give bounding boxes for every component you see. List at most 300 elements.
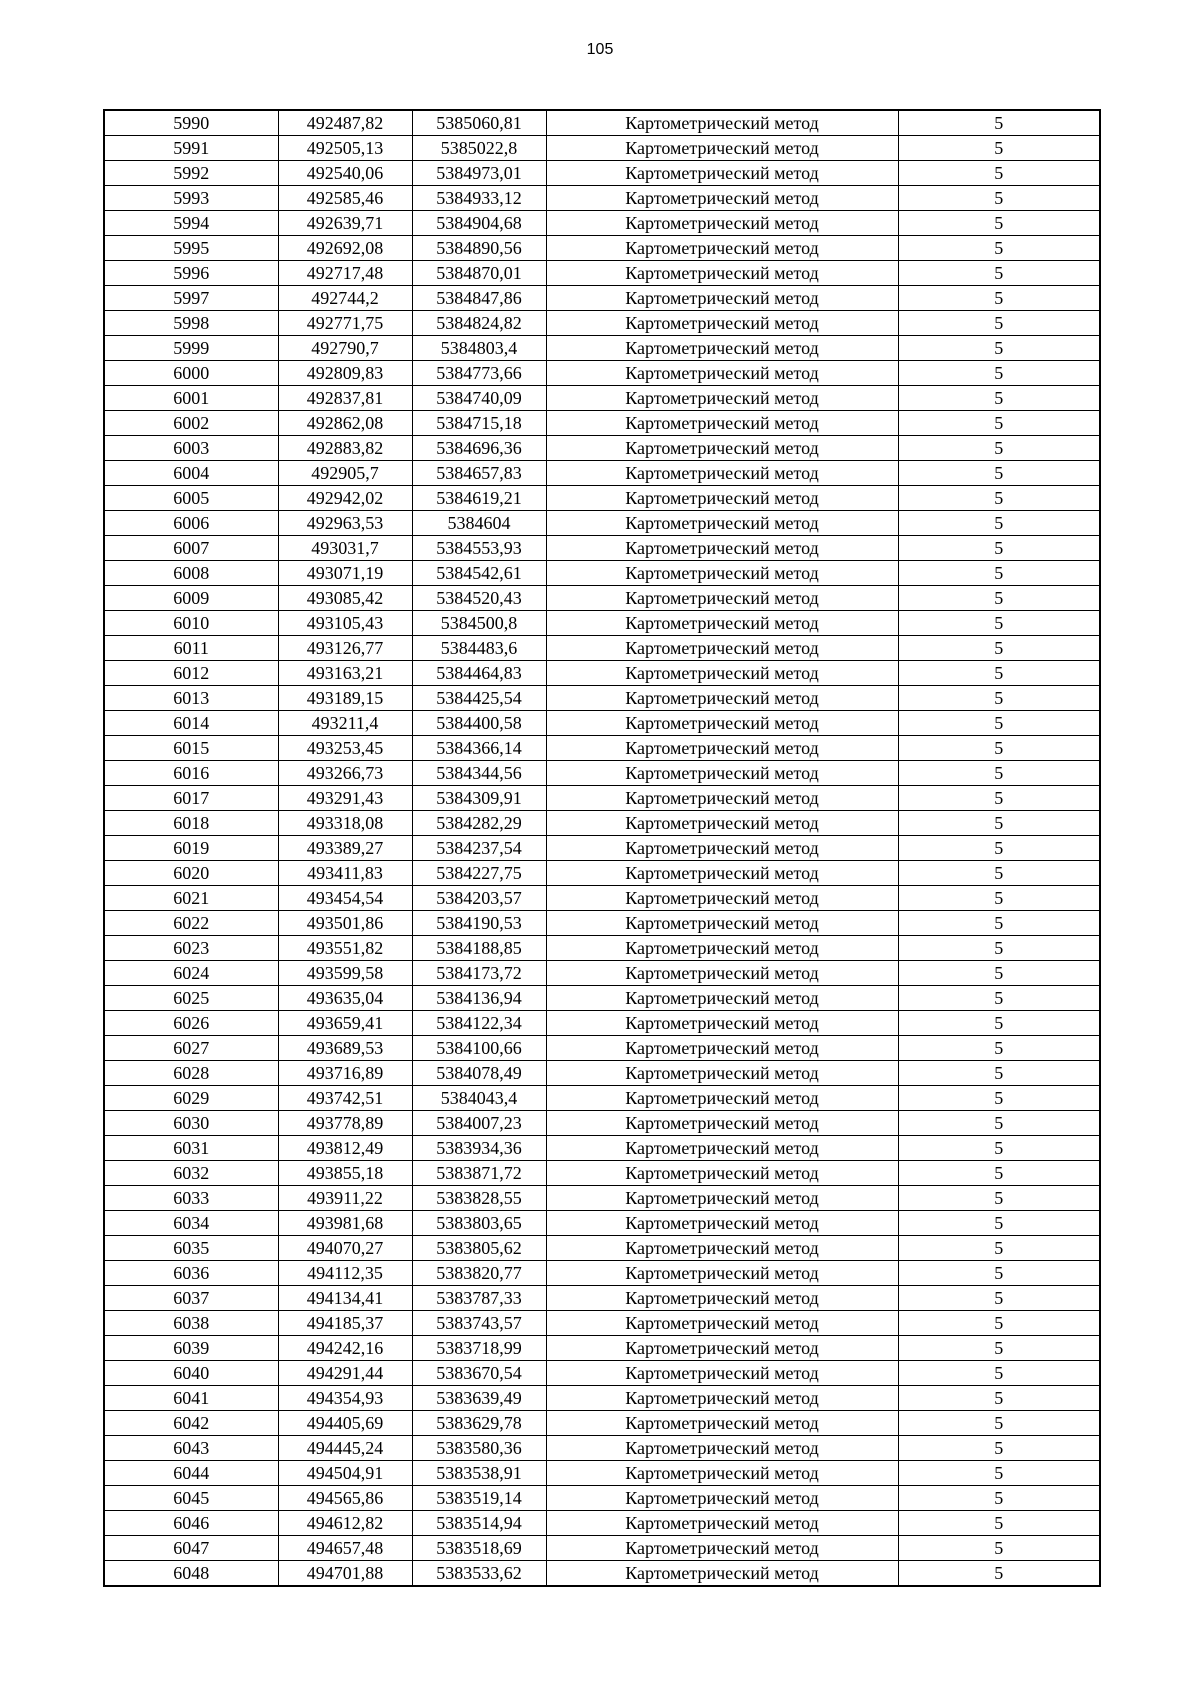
method-cell: Картометрический метод (546, 1011, 898, 1036)
accuracy-cell: 5 (898, 886, 1100, 911)
method-cell: Картометрический метод (546, 936, 898, 961)
point-number-cell: 6005 (104, 486, 278, 511)
x-coordinate-cell: 494504,91 (278, 1461, 412, 1486)
method-cell: Картометрический метод (546, 961, 898, 986)
x-coordinate-cell: 493126,77 (278, 636, 412, 661)
point-number-cell: 6030 (104, 1111, 278, 1136)
point-number-cell: 5994 (104, 211, 278, 236)
method-cell: Картометрический метод (546, 236, 898, 261)
point-number-cell: 5995 (104, 236, 278, 261)
x-coordinate-cell: 492963,53 (278, 511, 412, 536)
accuracy-cell: 5 (898, 1486, 1100, 1511)
table-row (104, 1311, 1100, 1336)
x-coordinate-cell: 492585,46 (278, 186, 412, 211)
table-row (104, 110, 1100, 136)
accuracy-cell: 5 (898, 1461, 1100, 1486)
x-coordinate-cell: 493211,4 (278, 711, 412, 736)
x-coordinate-cell: 492771,75 (278, 311, 412, 336)
table-row (104, 961, 1100, 986)
accuracy-cell: 5 (898, 736, 1100, 761)
table-row (104, 536, 1100, 561)
table-row (104, 261, 1100, 286)
accuracy-cell: 5 (898, 836, 1100, 861)
point-number-cell: 6002 (104, 411, 278, 436)
x-coordinate-cell: 493778,89 (278, 1111, 412, 1136)
method-cell: Картометрический метод (546, 1236, 898, 1261)
y-coordinate-cell: 5384203,57 (412, 886, 546, 911)
accuracy-cell: 5 (898, 636, 1100, 661)
method-cell: Картометрический метод (546, 261, 898, 286)
point-number-cell: 6039 (104, 1336, 278, 1361)
method-cell: Картометрический метод (546, 786, 898, 811)
y-coordinate-cell: 5383871,72 (412, 1161, 546, 1186)
table-row (104, 1461, 1100, 1486)
y-coordinate-cell: 5384973,01 (412, 161, 546, 186)
accuracy-cell: 5 (898, 661, 1100, 686)
table-row (104, 1561, 1100, 1587)
method-cell: Картометрический метод (546, 586, 898, 611)
accuracy-cell: 5 (898, 411, 1100, 436)
x-coordinate-cell: 492942,02 (278, 486, 412, 511)
method-cell: Картометрический метод (546, 1461, 898, 1486)
y-coordinate-cell: 5383514,94 (412, 1511, 546, 1536)
accuracy-cell: 5 (898, 1061, 1100, 1086)
method-cell: Картометрический метод (546, 1136, 898, 1161)
table-row (104, 1111, 1100, 1136)
coordinates-table (103, 109, 1101, 1587)
accuracy-cell: 5 (898, 110, 1100, 136)
point-number-cell: 6008 (104, 561, 278, 586)
method-cell: Картометрический метод (546, 1211, 898, 1236)
point-number-cell: 5998 (104, 311, 278, 336)
point-number-cell: 6011 (104, 636, 278, 661)
table-row (104, 461, 1100, 486)
method-cell: Картометрический метод (546, 886, 898, 911)
x-coordinate-cell: 494291,44 (278, 1361, 412, 1386)
table-row (104, 761, 1100, 786)
x-coordinate-cell: 493189,15 (278, 686, 412, 711)
method-cell: Картометрический метод (546, 986, 898, 1011)
y-coordinate-cell: 5383805,62 (412, 1236, 546, 1261)
y-coordinate-cell: 5383533,62 (412, 1561, 546, 1587)
table-row (104, 861, 1100, 886)
page-number: 105 (586, 41, 614, 58)
x-coordinate-cell: 494070,27 (278, 1236, 412, 1261)
accuracy-cell: 5 (898, 261, 1100, 286)
y-coordinate-cell: 5384773,66 (412, 361, 546, 386)
y-coordinate-cell: 5383718,99 (412, 1336, 546, 1361)
method-cell: Картометрический метод (546, 1436, 898, 1461)
x-coordinate-cell: 492692,08 (278, 236, 412, 261)
accuracy-cell: 5 (898, 211, 1100, 236)
table-row (104, 1336, 1100, 1361)
method-cell: Картометрический метод (546, 811, 898, 836)
method-cell: Картометрический метод (546, 361, 898, 386)
table-row (104, 561, 1100, 586)
method-cell: Картометрический метод (546, 1061, 898, 1086)
y-coordinate-cell: 5384173,72 (412, 961, 546, 986)
accuracy-cell: 5 (898, 1211, 1100, 1236)
point-number-cell: 6033 (104, 1186, 278, 1211)
x-coordinate-cell: 492862,08 (278, 411, 412, 436)
x-coordinate-cell: 493105,43 (278, 611, 412, 636)
y-coordinate-cell: 5384188,85 (412, 936, 546, 961)
point-number-cell: 6018 (104, 811, 278, 836)
point-number-cell: 6043 (104, 1436, 278, 1461)
table-row (104, 1536, 1100, 1561)
x-coordinate-cell: 493742,51 (278, 1086, 412, 1111)
x-coordinate-cell: 493411,83 (278, 861, 412, 886)
accuracy-cell: 5 (898, 186, 1100, 211)
y-coordinate-cell: 5384043,4 (412, 1086, 546, 1111)
table-row (104, 136, 1100, 161)
point-number-cell: 6016 (104, 761, 278, 786)
accuracy-cell: 5 (898, 511, 1100, 536)
table-row (104, 1136, 1100, 1161)
point-number-cell: 6003 (104, 436, 278, 461)
point-number-cell: 6006 (104, 511, 278, 536)
table-row (104, 1036, 1100, 1061)
y-coordinate-cell: 5384657,83 (412, 461, 546, 486)
y-coordinate-cell: 5384542,61 (412, 561, 546, 586)
method-cell: Картометрический метод (546, 286, 898, 311)
point-number-cell: 5999 (104, 336, 278, 361)
point-number-cell: 6037 (104, 1286, 278, 1311)
x-coordinate-cell: 493085,42 (278, 586, 412, 611)
x-coordinate-cell: 493716,89 (278, 1061, 412, 1086)
coordinates-table-body (104, 110, 1100, 1586)
y-coordinate-cell: 5384740,09 (412, 386, 546, 411)
method-cell: Картометрический метод (546, 561, 898, 586)
accuracy-cell: 5 (898, 686, 1100, 711)
x-coordinate-cell: 493163,21 (278, 661, 412, 686)
y-coordinate-cell: 5384553,93 (412, 536, 546, 561)
x-coordinate-cell: 492809,83 (278, 361, 412, 386)
y-coordinate-cell: 5384870,01 (412, 261, 546, 286)
point-number-cell: 5992 (104, 161, 278, 186)
method-cell: Картометрический метод (546, 861, 898, 886)
y-coordinate-cell: 5385060,81 (412, 110, 546, 136)
x-coordinate-cell: 492639,71 (278, 211, 412, 236)
x-coordinate-cell: 493071,19 (278, 561, 412, 586)
x-coordinate-cell: 493031,7 (278, 536, 412, 561)
accuracy-cell: 5 (898, 311, 1100, 336)
point-number-cell: 6029 (104, 1086, 278, 1111)
accuracy-cell: 5 (898, 1086, 1100, 1111)
method-cell: Картометрический метод (546, 461, 898, 486)
accuracy-cell: 5 (898, 1336, 1100, 1361)
table-row (104, 236, 1100, 261)
accuracy-cell: 5 (898, 786, 1100, 811)
x-coordinate-cell: 493635,04 (278, 986, 412, 1011)
table-row (104, 1436, 1100, 1461)
method-cell: Картометрический метод (546, 1036, 898, 1061)
y-coordinate-cell: 5384366,14 (412, 736, 546, 761)
point-number-cell: 6024 (104, 961, 278, 986)
x-coordinate-cell: 492905,7 (278, 461, 412, 486)
x-coordinate-cell: 494701,88 (278, 1561, 412, 1587)
x-coordinate-cell: 493689,53 (278, 1036, 412, 1061)
table-row (104, 711, 1100, 736)
y-coordinate-cell: 5384309,91 (412, 786, 546, 811)
y-coordinate-cell: 5383639,49 (412, 1386, 546, 1411)
method-cell: Картометрический метод (546, 1511, 898, 1536)
point-number-cell: 6004 (104, 461, 278, 486)
x-coordinate-cell: 493659,41 (278, 1011, 412, 1036)
method-cell: Картометрический метод (546, 1561, 898, 1587)
accuracy-cell: 5 (898, 611, 1100, 636)
y-coordinate-cell: 5384803,4 (412, 336, 546, 361)
y-coordinate-cell: 5384190,53 (412, 911, 546, 936)
y-coordinate-cell: 5383670,54 (412, 1361, 546, 1386)
accuracy-cell: 5 (898, 936, 1100, 961)
table-row (104, 886, 1100, 911)
method-cell: Картометрический метод (546, 611, 898, 636)
y-coordinate-cell: 5384136,94 (412, 986, 546, 1011)
table-row (104, 1411, 1100, 1436)
point-number-cell: 6036 (104, 1261, 278, 1286)
point-number-cell: 6028 (104, 1061, 278, 1086)
table-row (104, 811, 1100, 836)
accuracy-cell: 5 (898, 161, 1100, 186)
accuracy-cell: 5 (898, 236, 1100, 261)
x-coordinate-cell: 494112,35 (278, 1261, 412, 1286)
accuracy-cell: 5 (898, 586, 1100, 611)
accuracy-cell: 5 (898, 1036, 1100, 1061)
accuracy-cell: 5 (898, 986, 1100, 1011)
table-row (104, 436, 1100, 461)
point-number-cell: 5993 (104, 186, 278, 211)
point-number-cell: 6031 (104, 1136, 278, 1161)
y-coordinate-cell: 5384904,68 (412, 211, 546, 236)
x-coordinate-cell: 494445,24 (278, 1436, 412, 1461)
x-coordinate-cell: 493454,54 (278, 886, 412, 911)
y-coordinate-cell: 5383518,69 (412, 1536, 546, 1561)
y-coordinate-cell: 5383743,57 (412, 1311, 546, 1336)
x-coordinate-cell: 493266,73 (278, 761, 412, 786)
accuracy-cell: 5 (898, 1386, 1100, 1411)
method-cell: Картометрический метод (546, 1411, 898, 1436)
table-row (104, 311, 1100, 336)
method-cell: Картометрический метод (546, 1086, 898, 1111)
point-number-cell: 6045 (104, 1486, 278, 1511)
accuracy-cell: 5 (898, 286, 1100, 311)
y-coordinate-cell: 5384122,34 (412, 1011, 546, 1036)
method-cell: Картометрический метод (546, 186, 898, 211)
table-row (104, 661, 1100, 686)
x-coordinate-cell: 492790,7 (278, 336, 412, 361)
table-row (104, 361, 1100, 386)
point-number-cell: 6020 (104, 861, 278, 886)
x-coordinate-cell: 492883,82 (278, 436, 412, 461)
y-coordinate-cell: 5384696,36 (412, 436, 546, 461)
y-coordinate-cell: 5384078,49 (412, 1061, 546, 1086)
method-cell: Картометрический метод (546, 436, 898, 461)
method-cell: Картометрический метод (546, 1111, 898, 1136)
y-coordinate-cell: 5384715,18 (412, 411, 546, 436)
y-coordinate-cell: 5383828,55 (412, 1186, 546, 1211)
table-row (104, 611, 1100, 636)
accuracy-cell: 5 (898, 1311, 1100, 1336)
method-cell: Картометрический метод (546, 636, 898, 661)
table-row (104, 1011, 1100, 1036)
point-number-cell: 6034 (104, 1211, 278, 1236)
y-coordinate-cell: 5384464,83 (412, 661, 546, 686)
table-row (104, 636, 1100, 661)
point-number-cell: 5997 (104, 286, 278, 311)
table-row (104, 1086, 1100, 1111)
point-number-cell: 6044 (104, 1461, 278, 1486)
point-number-cell: 6040 (104, 1361, 278, 1386)
accuracy-cell: 5 (898, 1436, 1100, 1461)
y-coordinate-cell: 5383787,33 (412, 1286, 546, 1311)
table-row (104, 386, 1100, 411)
x-coordinate-cell: 494134,41 (278, 1286, 412, 1311)
accuracy-cell: 5 (898, 136, 1100, 161)
x-coordinate-cell: 493599,58 (278, 961, 412, 986)
table-row (104, 186, 1100, 211)
x-coordinate-cell: 494565,86 (278, 1486, 412, 1511)
accuracy-cell: 5 (898, 961, 1100, 986)
point-number-cell: 6021 (104, 886, 278, 911)
method-cell: Картометрический метод (546, 411, 898, 436)
x-coordinate-cell: 492540,06 (278, 161, 412, 186)
y-coordinate-cell: 5383519,14 (412, 1486, 546, 1511)
point-number-cell: 6009 (104, 586, 278, 611)
table-row (104, 411, 1100, 436)
point-number-cell: 6010 (104, 611, 278, 636)
accuracy-cell: 5 (898, 1286, 1100, 1311)
y-coordinate-cell: 5384007,23 (412, 1111, 546, 1136)
x-coordinate-cell: 493551,82 (278, 936, 412, 961)
table-row (104, 511, 1100, 536)
y-coordinate-cell: 5384400,58 (412, 711, 546, 736)
method-cell: Картометрический метод (546, 686, 898, 711)
method-cell: Картометрический метод (546, 1261, 898, 1286)
table-row (104, 1386, 1100, 1411)
y-coordinate-cell: 5384100,66 (412, 1036, 546, 1061)
table-row (104, 986, 1100, 1011)
point-number-cell: 6025 (104, 986, 278, 1011)
x-coordinate-cell: 492717,48 (278, 261, 412, 286)
y-coordinate-cell: 5383629,78 (412, 1411, 546, 1436)
y-coordinate-cell: 5384483,6 (412, 636, 546, 661)
y-coordinate-cell: 5383803,65 (412, 1211, 546, 1236)
method-cell: Картометрический метод (546, 536, 898, 561)
table-row (104, 1486, 1100, 1511)
y-coordinate-cell: 5384604 (412, 511, 546, 536)
accuracy-cell: 5 (898, 761, 1100, 786)
method-cell: Картометрический метод (546, 336, 898, 361)
y-coordinate-cell: 5384344,56 (412, 761, 546, 786)
point-number-cell: 6007 (104, 536, 278, 561)
point-number-cell: 6000 (104, 361, 278, 386)
point-number-cell: 6041 (104, 1386, 278, 1411)
point-number-cell: 6014 (104, 711, 278, 736)
table-row (104, 786, 1100, 811)
x-coordinate-cell: 494612,82 (278, 1511, 412, 1536)
point-number-cell: 6046 (104, 1511, 278, 1536)
point-number-cell: 6017 (104, 786, 278, 811)
point-number-cell: 6001 (104, 386, 278, 411)
method-cell: Картометрический метод (546, 911, 898, 936)
point-number-cell: 6047 (104, 1536, 278, 1561)
x-coordinate-cell: 494657,48 (278, 1536, 412, 1561)
point-number-cell: 6048 (104, 1561, 278, 1587)
x-coordinate-cell: 492505,13 (278, 136, 412, 161)
table-row (104, 1361, 1100, 1386)
y-coordinate-cell: 5384933,12 (412, 186, 546, 211)
table-row (104, 1261, 1100, 1286)
table-row (104, 1236, 1100, 1261)
x-coordinate-cell: 493501,86 (278, 911, 412, 936)
accuracy-cell: 5 (898, 336, 1100, 361)
point-number-cell: 5990 (104, 110, 278, 136)
method-cell: Картометрический метод (546, 486, 898, 511)
x-coordinate-cell: 493855,18 (278, 1161, 412, 1186)
table-row (104, 1161, 1100, 1186)
y-coordinate-cell: 5384282,29 (412, 811, 546, 836)
y-coordinate-cell: 5384500,8 (412, 611, 546, 636)
y-coordinate-cell: 5383820,77 (412, 1261, 546, 1286)
x-coordinate-cell: 492837,81 (278, 386, 412, 411)
x-coordinate-cell: 494405,69 (278, 1411, 412, 1436)
table-row (104, 686, 1100, 711)
table-row (104, 336, 1100, 361)
accuracy-cell: 5 (898, 1136, 1100, 1161)
accuracy-cell: 5 (898, 1511, 1100, 1536)
point-number-cell: 6015 (104, 736, 278, 761)
point-number-cell: 6038 (104, 1311, 278, 1336)
y-coordinate-cell: 5383580,36 (412, 1436, 546, 1461)
y-coordinate-cell: 5384619,21 (412, 486, 546, 511)
y-coordinate-cell: 5384847,86 (412, 286, 546, 311)
method-cell: Картометрический метод (546, 711, 898, 736)
method-cell: Картометрический метод (546, 761, 898, 786)
point-number-cell: 6023 (104, 936, 278, 961)
accuracy-cell: 5 (898, 361, 1100, 386)
method-cell: Картометрический метод (546, 1361, 898, 1386)
method-cell: Картометрический метод (546, 110, 898, 136)
method-cell: Картометрический метод (546, 836, 898, 861)
method-cell: Картометрический метод (546, 511, 898, 536)
accuracy-cell: 5 (898, 1236, 1100, 1261)
x-coordinate-cell: 494354,93 (278, 1386, 412, 1411)
table-row (104, 1286, 1100, 1311)
accuracy-cell: 5 (898, 1411, 1100, 1436)
y-coordinate-cell: 5384237,54 (412, 836, 546, 861)
table-row (104, 1211, 1100, 1236)
table-row (104, 1511, 1100, 1536)
method-cell: Картометрический метод (546, 386, 898, 411)
y-coordinate-cell: 5384425,54 (412, 686, 546, 711)
x-coordinate-cell: 492744,2 (278, 286, 412, 311)
accuracy-cell: 5 (898, 386, 1100, 411)
accuracy-cell: 5 (898, 811, 1100, 836)
table-row (104, 161, 1100, 186)
x-coordinate-cell: 494242,16 (278, 1336, 412, 1361)
x-coordinate-cell: 493981,68 (278, 1211, 412, 1236)
table-row (104, 936, 1100, 961)
accuracy-cell: 5 (898, 1186, 1100, 1211)
table-row (104, 1186, 1100, 1211)
point-number-cell: 6022 (104, 911, 278, 936)
y-coordinate-cell: 5383934,36 (412, 1136, 546, 1161)
accuracy-cell: 5 (898, 1561, 1100, 1587)
point-number-cell: 6032 (104, 1161, 278, 1186)
y-coordinate-cell: 5384227,75 (412, 861, 546, 886)
method-cell: Картометрический метод (546, 136, 898, 161)
